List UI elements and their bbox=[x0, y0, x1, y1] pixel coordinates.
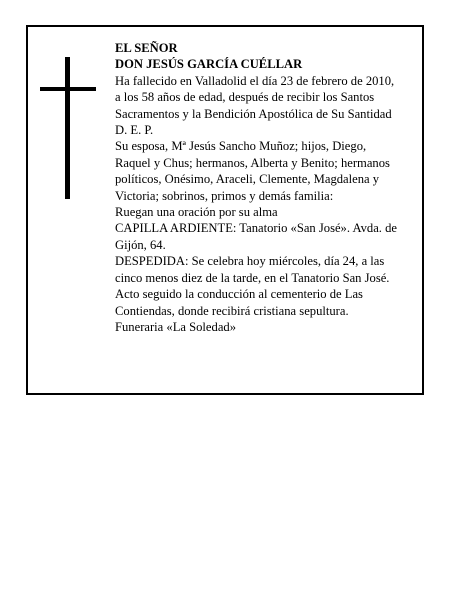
notice-line: cinco menos diez de la tarde, en el Tanatorio San José. bbox=[115, 270, 390, 285]
notice-line: a los 58 años de edad, después de recibir los Santos bbox=[115, 90, 375, 105]
notice-line: Victoria; sobrinos, primos y demás familia: bbox=[115, 188, 334, 203]
notice-heading-title: EL SEÑOR bbox=[115, 41, 178, 55]
notice-line: políticos, Onésimo, Araceli, Clemente, Magdalena y bbox=[115, 172, 380, 187]
notice-line: Su esposa, Mª Jesús Sancho Muñoz; hijos, Diego, bbox=[115, 139, 367, 154]
notice-line: CAPILLA ARDIENTE: Tanatorio «San José». Avda. de bbox=[115, 221, 397, 236]
cross-horizontal-bar bbox=[40, 87, 96, 91]
notice-line: DESPEDIDA: Se celebra hoy miércoles, día 24, a las bbox=[115, 254, 385, 269]
notice-line: Ha fallecido en Valladolid el día 23 de febrero de 2010, bbox=[115, 73, 395, 88]
obituary-notice bbox=[26, 25, 424, 395]
notice-line: D. E. P. bbox=[115, 123, 154, 138]
notice-text bbox=[115, 40, 425, 335]
notice-line: Ruegan una oración por su alma bbox=[115, 205, 278, 220]
notice-line: Sacramentos y la Bendición Apostólica de Su Santidad bbox=[115, 106, 392, 121]
notice-line: Gijón, 64. bbox=[115, 237, 166, 252]
cross-icon bbox=[40, 57, 96, 199]
notice-line: Acto seguido la conducción al cementerio de Las bbox=[115, 287, 363, 302]
notice-line: Funeraria «La Soledad» bbox=[115, 319, 236, 334]
notice-line: Raquel y Chus; hermanos, Alberta y Benito; hermanos bbox=[115, 155, 390, 170]
notice-line: Contiendas, donde recibirá cristiana sepultura. bbox=[115, 303, 349, 318]
cross-vertical-bar bbox=[65, 57, 70, 199]
deceased-name: DON JESÚS GARCÍA CUÉLLAR bbox=[115, 57, 303, 72]
